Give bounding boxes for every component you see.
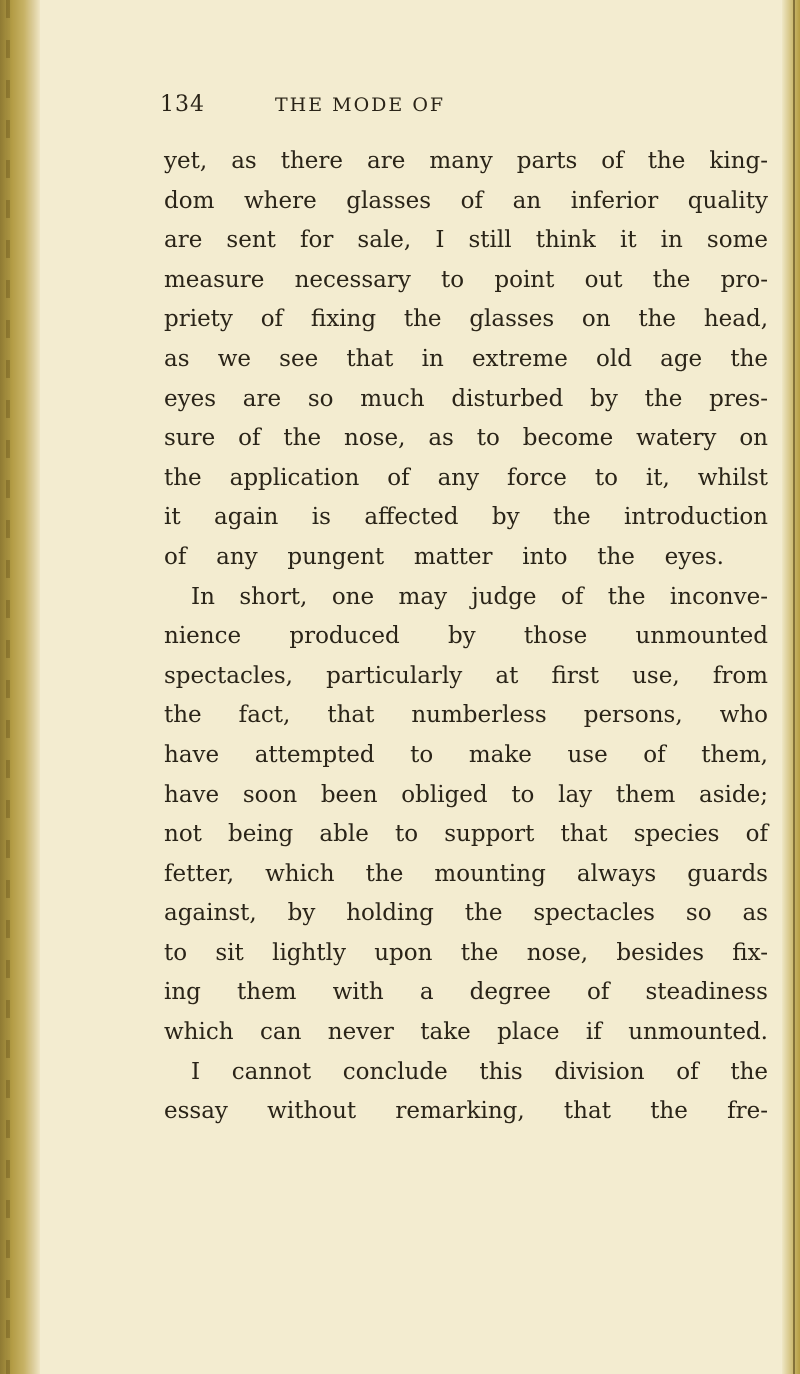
text-line: yet, as there are many parts of the king- (164, 148, 768, 174)
text-line: nience produced by those unmounted (164, 623, 768, 650)
text-line: have attempted to make use of them, (164, 741, 768, 768)
text-line: essay without remarking, that the fre- (164, 1098, 768, 1125)
text-line: ing them with a degree of steadiness (164, 979, 768, 1006)
text-line: which can never take place if unmounted. (164, 1019, 768, 1046)
book-binding-edge (0, 0, 40, 1374)
text-line: the application of any force to it, whilst (164, 464, 768, 491)
text-line: of any pungent matter into the eyes. (164, 543, 724, 570)
text-line: measure necessary to point out the pro- (164, 266, 768, 293)
page-header (160, 92, 760, 132)
text-line: it again is affected by the introduction (164, 504, 768, 531)
text-line: fetter, which the mounting always guards (164, 860, 768, 887)
paragraph-start-line: In short, one may judge of the inconve- (191, 583, 768, 610)
text-line: are sent for sale, I still think it in some (164, 227, 768, 254)
text-line: have soon been obliged to lay them aside; (164, 781, 768, 808)
text-line: sure of the nose, as to become watery on (164, 425, 768, 452)
text-line: priety of fixing the glasses on the head, (164, 306, 768, 333)
paragraph-start-line: I cannot conclude this division of the (191, 1058, 768, 1085)
text-line: dom where glasses of an inferior quality (164, 187, 768, 214)
page-right-edge (782, 0, 800, 1374)
text-line: the fact, that numberless persons, who (164, 702, 768, 729)
text-line: against, by holding the spectacles so as (164, 900, 768, 927)
text-line: to sit lightly upon the nose, besides fix- (164, 939, 768, 966)
running-title: THE MODE OF (275, 94, 446, 116)
text-line: eyes are so much disturbed by the pres- (164, 385, 768, 412)
text-line: not being able to support that species of (164, 821, 768, 848)
text-line: as we see that in extreme old age the (164, 345, 768, 372)
page-number: 134 (160, 92, 205, 117)
text-line: spectacles, particularly at first use, from (164, 662, 768, 689)
body-text (164, 142, 768, 1132)
